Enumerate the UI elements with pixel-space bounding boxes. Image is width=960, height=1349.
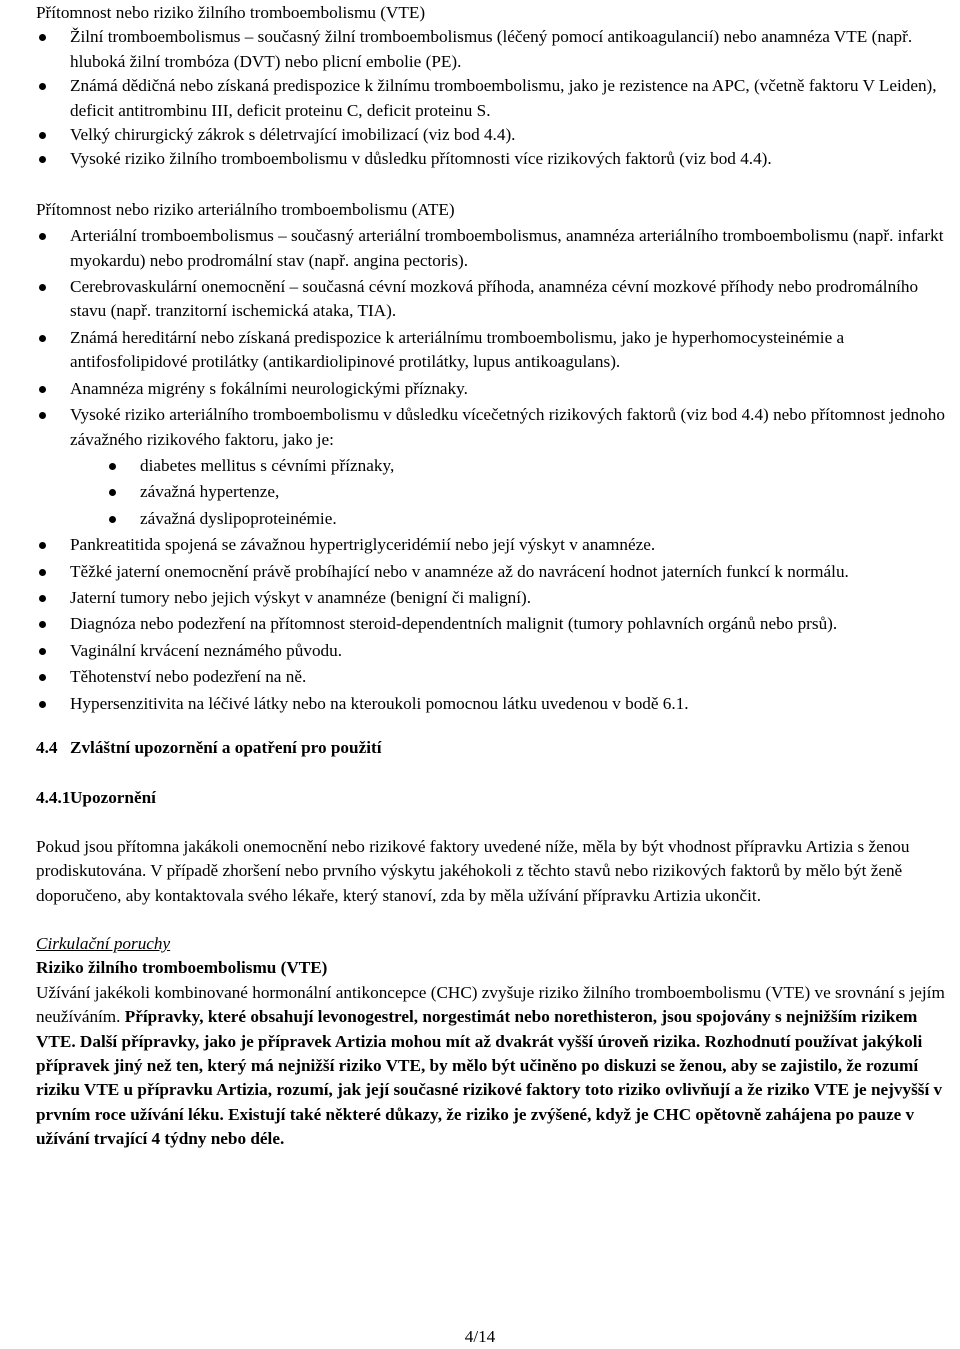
list-item: Těhotenství nebo podezření na ně. [36, 665, 956, 689]
ate-heading: Přítomnost nebo riziko arteriálního tromboembolismu (ATE) [36, 199, 455, 219]
list-item: Arteriální tromboembolismus – současný arteriální tromboembolismus, anamnéza arteriálního tromboembolismu (např. infarkt myokardu) nebo prodromální stav (např. angina pectoris). [36, 224, 956, 273]
paragraph-bold-text: Přípravky, které obsahují levonogestrel, norgestimát nebo norethisteron, jsou spojovány s nejnižším rizikem VTE. Další přípravky, jako je přípravek Artizia mohou mít až dvakrát vyšší úroveň rizika. Rozhodnutí používat jakýkoli přípravek jiný než ten, který má nejnižší riziko VTE, by mělo být učiněno po diskuzi se ženou, aby se zajistilo, že rozumí riziku VTE u přípravku Artizia, rozumí, jak její současné rizikové faktory toto riziko ovlivňují a že riziko VTE je nejvyšší v prvním roce užívání léku. Existují také některé důkazy, že riziko je zvýšené, když je CHC opětovně zahájena po pauze v užívání trvající 4 týdny nebo déle. [36, 1007, 943, 1149]
list-item: Cerebrovaskulární onemocnění – současná cévní mozková příhoda, anamnéza cévní mozkové příhody nebo prodromálního stavu (např. tranzitorní ischemická ataka, TIA). [36, 275, 956, 324]
circulation-heading: Cirkulační poruchy [36, 934, 171, 953]
vte-heading: Přítomnost nebo riziko žilního tromboembolismu (VTE) [36, 3, 426, 22]
page-number: 4/14 [464, 1327, 496, 1346]
list-item: Jaterní tumory nebo jejich výskyt v anamnéze (benigní či maligní). [36, 586, 956, 610]
document-page [36, 0, 956, 1152]
list-item: Vaginální krvácení neznámého původu. [36, 639, 956, 663]
section-number: 4.4 [36, 737, 58, 757]
ate-sublist [106, 454, 956, 531]
list-item: Těžké jaterní onemocnění právě probíhající nebo v anamnéze až do navrácení hodnot jaterních funkcí k normálu. [36, 560, 956, 584]
other-list [36, 533, 956, 716]
section-number: 4.4.1 [36, 788, 71, 808]
list-item: Diagnóza nebo podezření na přítomnost steroid-dependentních malignit (tumory pohlavních orgánů nebo prsů). [36, 612, 956, 636]
sub-list-item: závažná dyslipoproteinémie. [106, 507, 956, 531]
intro-paragraph: Pokud jsou přítomna jakákoli onemocnění nebo rizikové faktory uvedené níže, měla by být vhodnost přípravku Artizia s ženou prodiskutována. V případě zhoršení nebo prvního výskytu jakéhokoli z těchto stavů nebo rizikových faktorů by mělo být ženě doporučeno, aby kontaktovala svého lékaře, který stanoví, zda by měla užívání přípravku Artizia ukončit. [36, 836, 910, 905]
list-item: Anamnéza migrény s fokálními neurologickými příznaky. [36, 377, 956, 401]
list-item: Žilní tromboembolismus – současný žilní tromboembolismus (léčený pomocí antikoagulancií) nebo anamnéza VTE (např. hluboká žilní trombóza (DVT) nebo plicní embolie (PE). [36, 25, 956, 74]
list-item: Známá hereditární nebo získaná predispozice k arteriálnímu tromboembolismu, jako je hyperhomocysteinémie a antifosfolipidové protilátky (antikardiolipinové protilátky, lupus antikoagulans). [36, 326, 956, 375]
list-item: Vysoké riziko žilního tromboembolismu v důsledku přítomnosti více rizikových faktorů (viz bod 4.4). [36, 147, 956, 171]
list-item: Hypersenzitivita na léčivé látky nebo na kteroukoli pomocnou látku uvedenou v bodě 6.1. [36, 692, 956, 716]
list-item: Pankreatitida spojená se závažnou hypertriglyceridémií nebo její výskyt v anamnéze. [36, 533, 956, 557]
section-4-4-heading [36, 736, 956, 760]
section-title: Zvláštní upozornění a opatření pro použití [70, 737, 382, 757]
section-4-4-1-heading [36, 786, 956, 810]
ate-list [36, 224, 956, 452]
sub-list-item: závažná hypertenze, [106, 480, 956, 504]
paragraph-normal-text: Užívání jakékoli kombinované hormonální antikoncepce (CHC) zvyšuje riziko žilního tromboembolismu (VTE) ve srovnání s jejím neužíváním. [36, 982, 945, 1027]
vte-list [36, 25, 956, 171]
vte-risk-paragraph [36, 981, 956, 1152]
list-item: Známá dědičná nebo získaná predispozice k žilnímu tromboembolismu, jako je rezistence na APC, (včetně faktoru V Leiden), deficit antitrombinu III, deficit proteinu C, deficit proteinu S. [36, 74, 956, 123]
sub-list-item: diabetes mellitus s cévními příznaky, [106, 454, 956, 478]
section-title: Upozornění [70, 788, 156, 808]
list-item: Velký chirurgický zákrok s déletrvající imobilizací (viz bod 4.4). [36, 123, 956, 147]
list-item: Vysoké riziko arteriálního tromboembolismu v důsledku vícečetných rizikových faktorů (viz bod 4.4) nebo přítomnost jednoho závažného rizikového faktoru, jako je: [36, 403, 956, 452]
vte-risk-subheading: Riziko žilního tromboembolismu (VTE) [36, 958, 328, 978]
